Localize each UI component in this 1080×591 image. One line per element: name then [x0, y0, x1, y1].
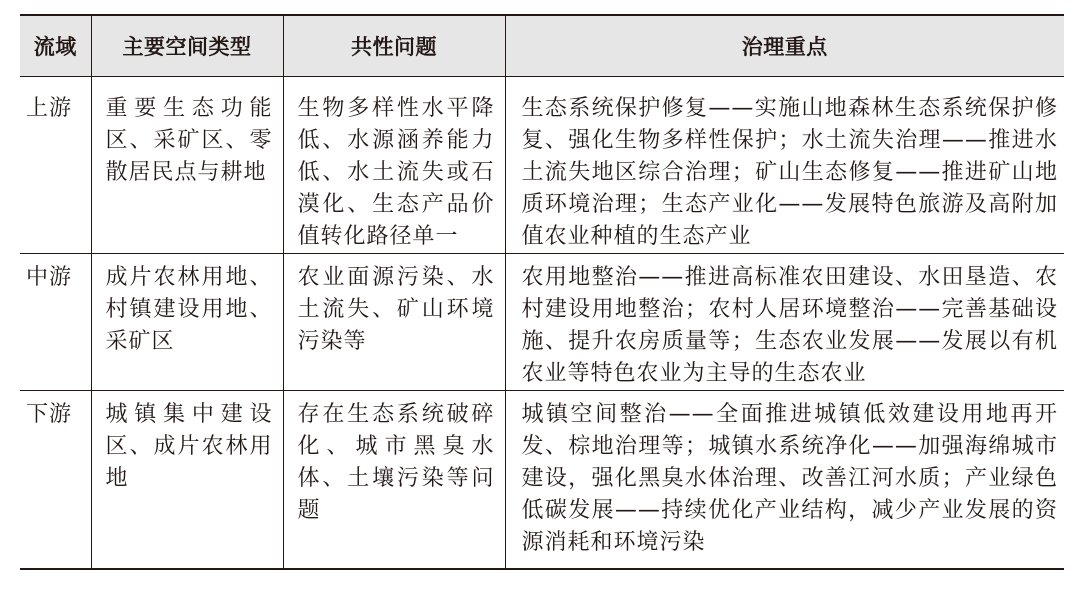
- cell-basin: 下游: [20, 391, 91, 569]
- header-focus: 治理重点: [505, 15, 1064, 77]
- cell-focus: 城镇空间整治——全面推进城镇低效建设用地再开发、棕地治理等；城镇水系统净化——加强海绵城市建设，强化黑臭水体治理、改善江河水质；产业绿色低碳发展——持续优化产业结构，减少产业发展的资源消耗和环境污染: [505, 391, 1064, 569]
- table-row-upstream: [20, 77, 1064, 254]
- governance-table-container: [20, 14, 1064, 570]
- table-row-midstream: [20, 254, 1064, 391]
- table-row-downstream: [20, 391, 1064, 569]
- governance-table: [20, 14, 1064, 570]
- cell-basin: 中游: [20, 254, 91, 391]
- cell-focus: 生态系统保护修复——实施山地森林生态系统保护修复、强化生物多样性保护；水土流失治理——推进水土流失地区综合治理；矿山生态修复——推进矿山地质环境治理；生态产业化——发展特色旅游及高附加值农业种植的生态产业: [505, 77, 1064, 254]
- table-body: [20, 77, 1064, 569]
- cell-problems: 生物多样性水平降低、水源涵养能力低、水土流失或石漠化、生态产品价值转化路径单一: [283, 77, 505, 254]
- cell-focus: 农用地整治——推进高标准农田建设、水田垦造、农村建设用地整治；农村人居环境整治——完善基础设施、提升农房质量等；生态农业发展——发展以有机农业等特色农业为主导的生态农业: [505, 254, 1064, 391]
- cell-problems: 存在生态系统破碎化、城市黑臭水体、土壤污染等问题: [283, 391, 505, 569]
- cell-basin: 上游: [26, 96, 73, 121]
- header-problems: 共性问题: [283, 15, 505, 77]
- cell-space-type: 城镇集中建设区、成片农林用地: [91, 391, 283, 569]
- header-space-type: 主要空间类型: [91, 15, 283, 77]
- table-header: [20, 15, 1064, 77]
- cell-problems: 农业面源污染、水土流失、矿山环境污染等: [283, 254, 505, 391]
- header-row: [20, 15, 1064, 77]
- cell-space-type: 重要生态功能区、采矿区、零散居民点与耕地: [91, 77, 283, 254]
- header-basin: 流域: [20, 15, 91, 77]
- cell-space-type: 成片农林用地、村镇建设用地、采矿区: [91, 254, 283, 391]
